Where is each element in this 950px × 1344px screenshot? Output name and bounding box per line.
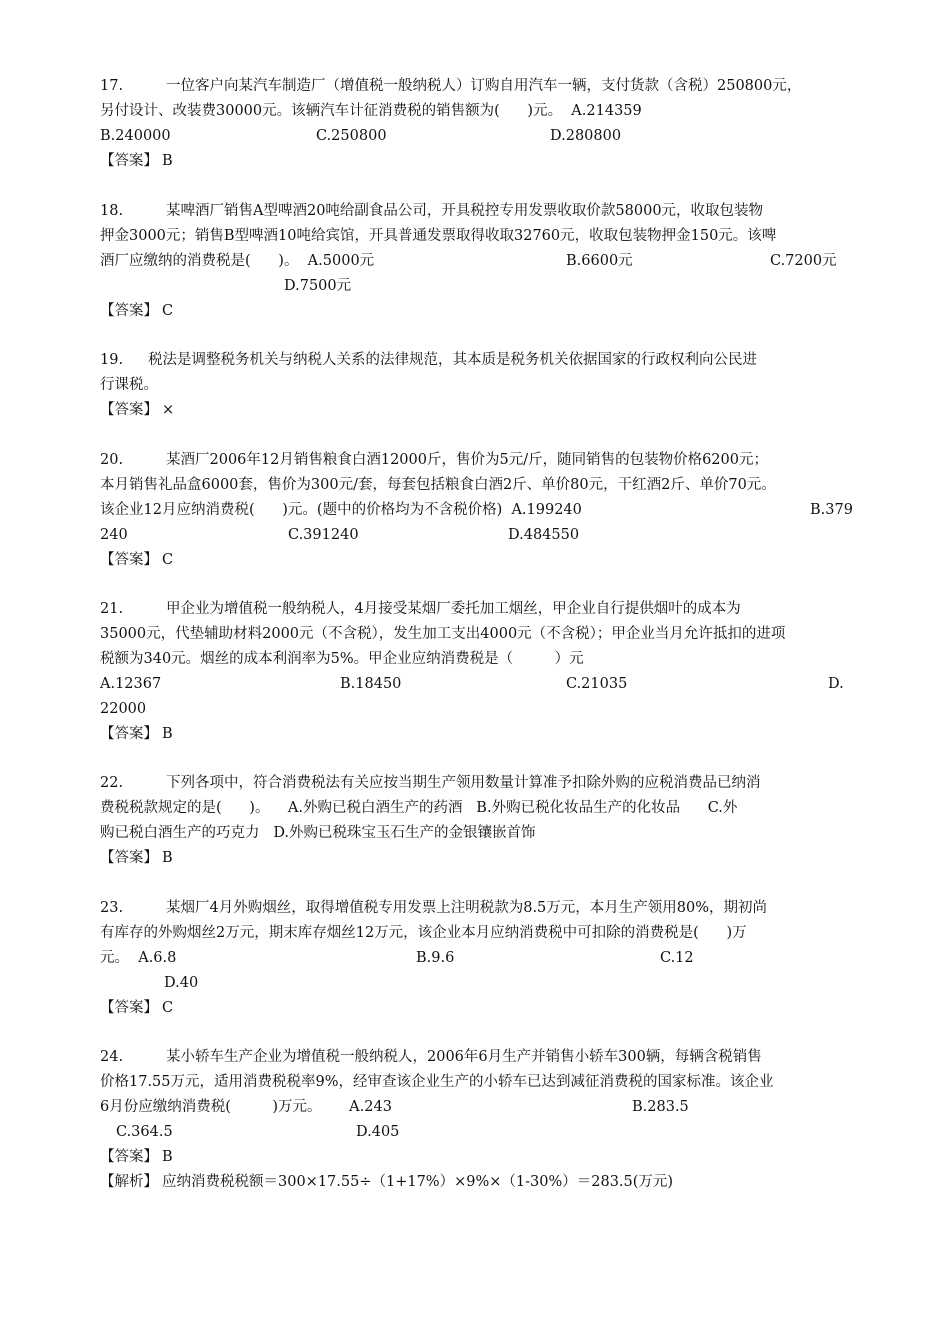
option-c: C.391240 [288,527,359,543]
question-text: 某啤酒厂销售A型啤酒20吨给副食品公司，开具税控专用发票收取价款58000元，收取包装物 [166,203,764,219]
question-number: 23. [100,900,124,916]
question-18 [100,199,860,324]
question-text: 一位客户向某汽车制造厂（增值税一般纳税人）订购自用汽车一辆，支付货款（含税）250800元， [166,78,802,94]
question-text: 价格17.55万元，适用消费税税率9%，经审查该企业生产的小轿车已达到减征消费税的国家标准。该企业 [100,1074,774,1090]
question-text: 费税税款规定的是( )。 A.外购已税白酒生产的药酒 B.外购已税化妆品生产的化妆品 C.外 [100,800,738,816]
answer-value: B [162,726,173,742]
option-b: B.6600元 [566,253,633,269]
option-d: D.280800 [550,128,622,144]
question-text: 某小轿车生产企业为增值税一般纳税人，2006年6月生产并销售小轿车300辆，每辆含税销售 [166,1049,762,1065]
question-text: 甲企业为增值税一般纳税人，4月接受某烟厂委托加工烟丝，甲企业自行提供烟叶的成本为 [166,601,741,617]
answer-value: B [162,850,173,866]
option-b-continued: 240 [100,527,128,543]
answer-label: 【答案】 [100,153,158,169]
answer-label: 【答案】 [100,850,158,866]
question-20 [100,448,860,573]
answer-line [100,1145,860,1170]
option-d-continued: 22000 [100,701,147,717]
answer-line [100,846,860,871]
option-c: C.7200元 [770,253,837,269]
question-23 [100,896,860,1021]
answer-line [100,299,860,324]
question-text: 35000元，代垫辅助材料2000元（不含税），发生加工支出4000元（不含税）；甲企业当月允许抵扣的进项 [100,626,786,642]
answer-line [100,548,860,573]
analysis-line [100,1170,860,1195]
question-17 [100,74,860,174]
option-c: C.364.5 [116,1124,173,1140]
option-b: B.18450 [340,676,402,692]
answer-value: × [162,402,175,418]
question-text: 押金3000元；销售B型啤酒10吨给宾馆，开具普通发票取得收取32760元，收取包装物押金150元。该啤 [100,228,777,244]
question-number: 19. [100,352,124,368]
question-text: 酒厂应缴纳的消费税是( )。 A.5000元 [100,253,375,269]
question-text: 6月份应缴纳消费税( )万元。 A.243 [100,1099,392,1115]
question-text: 另付设计、改装费30000元。该辆汽车计征消费税的销售额为( )元。 A.214359 [100,103,642,119]
answer-value: C [162,552,174,568]
answer-line [100,149,860,174]
answer-value: C [162,303,174,319]
answer-label: 【答案】 [100,552,158,568]
answer-label: 【答案】 [100,303,158,319]
question-text: 税法是调整税务机关与纳税人关系的法律规范，其本质是税务机关依据国家的行政权利向公民进 [148,352,757,368]
answer-value: B [162,1149,173,1165]
option-d: D. [828,676,844,692]
option-b: B.9.6 [416,950,455,966]
option-d: D.405 [356,1124,400,1140]
question-21 [100,597,860,747]
answer-line [100,722,860,747]
question-22 [100,771,860,871]
question-text: 下列各项中，符合消费税法有关应按当期生产领用数量计算准予扣除外购的应税消费品已纳消 [166,775,761,791]
answer-label: 【答案】 [100,726,158,742]
option-b: B.240000 [100,128,171,144]
question-text: 某酒厂2006年12月销售粮食白酒12000斤，售价为5元/斤，随同销售的包装物价格6200元； [166,452,768,468]
answer-value: B [162,153,173,169]
question-number: 21. [100,601,124,617]
option-c: C.12 [660,950,694,966]
option-b: B.283.5 [632,1099,689,1115]
option-a: A.12367 [100,676,162,692]
option-d: D.484550 [508,527,580,543]
question-text: 本月销售礼品盒6000套，售价为300元/套，每套包括粮食白酒2斤、单价80元，干红酒2斤、单价70元。 [100,477,776,493]
option-c: C.21035 [566,676,628,692]
question-number: 22. [100,775,124,791]
analysis-label: 【解析】 [100,1174,158,1190]
question-text: 有库存的外购烟丝2万元，期末库存烟丝12万元，该企业本月应纳消费税中可扣除的消费税是( )万 [100,925,747,941]
answer-label: 【答案】 [100,1000,158,1016]
answer-label: 【答案】 [100,402,158,418]
option-d: D.7500元 [284,278,352,294]
question-text: 购已税白酒生产的巧克力 D.外购已税珠宝玉石生产的金银镶嵌首饰 [100,825,536,841]
answer-label: 【答案】 [100,1149,158,1165]
question-19 [100,348,860,423]
question-24 [100,1045,860,1195]
answer-line [100,996,860,1021]
question-text: 该企业12月应纳消费税( )元。(题中的价格均为不含税价格) A.199240 [100,502,582,518]
analysis-text: 应纳消费税税额＝300×17.55÷（1+17%）×9%×（1-30%）＝283.5(万元) [162,1174,674,1190]
question-number: 20. [100,452,124,468]
question-text: 某烟厂4月外购烟丝，取得增值税专用发票上注明税款为8.5万元，本月生产领用80%，期初尚 [166,900,768,916]
answer-line [100,398,860,423]
question-number: 24. [100,1049,124,1065]
question-number: 17. [100,78,124,94]
option-d: D.40 [164,975,199,991]
question-text: 行课税。 [100,377,158,393]
question-text: 税额为340元。烟丝的成本利润率为5%。甲企业应纳消费税是（ ）元 [100,651,584,667]
option-b: B.379 [810,502,853,518]
question-text: 元。 A.6.8 [100,950,177,966]
question-number: 18. [100,203,124,219]
answer-value: C [162,1000,174,1016]
option-c: C.250800 [316,128,387,144]
